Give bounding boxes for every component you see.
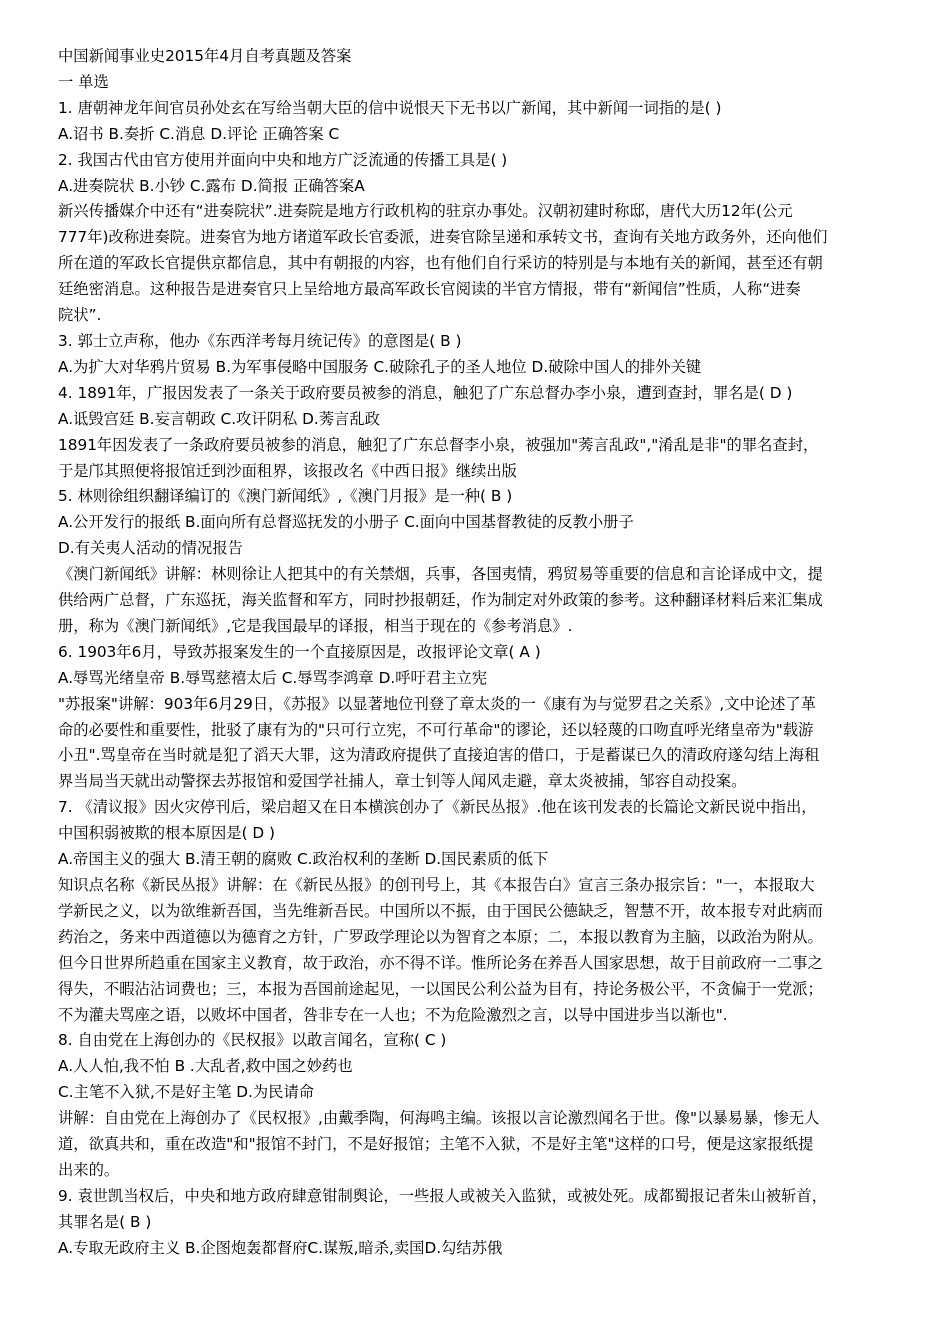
- text-line: C.主笔不入狱,不是好主笔 D.为民请命: [58, 1083, 315, 1102]
- text-line: 道，欲真共和，重在改造"和"报馆不封门，不是好报馆；主笔不入狱，不是好主笔"这样的口号，便是这家报纸提: [58, 1135, 814, 1154]
- text-line: 小丑".骂皇帝在当时就是犯了滔天大罪，这为清政府提供了直接迫害的借口，于是蓄谋已久的清政府遂勾结上海租: [58, 746, 820, 765]
- text-line: 药治之，务来中西道德以为德育之方针，广罗政学理论以为智育之本原；二，本报以教育为主脑，以政治为附从。: [58, 927, 823, 946]
- text-line: A.专取无政府主义 B.企图炮轰都督府C.谋叛,暗杀,卖国D.勾结苏俄: [58, 1238, 503, 1257]
- text-line: 1891年因发表了一条政府要员被参的消息，触犯了广东总督李小泉，被强加"莠言乱政","淆乱是非"的罪名查封，: [58, 435, 819, 454]
- text-line: 2. 我国古代由官方使用并面向中央和地方广泛流通的传播工具是( ): [58, 150, 508, 169]
- text-line: 8. 自由党在上海创办的《民权报》以敢言闻名，宣称( C ): [58, 1031, 447, 1050]
- text-line: 4. 1891年，广报因发表了一条关于政府要员被参的消息，触犯了广东总督办李小泉，遭到查封，罪名是( D ): [58, 383, 793, 402]
- text-line: 界当局当天就出动警探去苏报馆和爱国学社捕人，章士钊等人闻风走避，章太炎被捕，邹容自动投案。: [58, 772, 747, 791]
- text-line: A.进奏院状 B.小钞 C.露布 D.简报 正确答案A: [58, 176, 365, 195]
- text-line: 出来的。: [58, 1160, 120, 1179]
- text-line: 中国积弱被欺的根本原因是( D ): [58, 824, 276, 843]
- text-line: D.有关夷人活动的情况报告: [58, 539, 243, 558]
- text-line: 777年)改称进奏院。进奏官为地方诸道军政长官委派，进奏官除呈递和承转文书，查询有关地方政务外，还向他们: [58, 228, 828, 247]
- text-line: 1. 唐朝神龙年间官员孙处玄在写给当朝大臣的信中说恨天下无书以广新闻，其中新闻一词指的是( ): [58, 98, 722, 117]
- text-lines: [58, 96, 908, 1262]
- text-line: 7. 《清议报》因火灾停刊后，梁启超又在日本横滨创办了《新民丛报》.他在该刊发表的长篇论文新民说中指出，: [58, 798, 817, 817]
- text-line: 册，称为《澳门新闻纸》,它是我国最早的译报，相当于现在的《参考消息》.: [58, 616, 573, 635]
- text-line: A.公开发行的报纸 B.面向所有总督巡抚发的小册子 C.面向中国基督教徒的反教小册子: [58, 513, 634, 532]
- text-line: 不为灌夫骂座之语，以败坏中国者，咎非专在一人也；不为危险激烈之言，以导中国进步当以渐也".: [58, 1005, 728, 1024]
- text-line: 讲解：自由党在上海创办了《民权报》,由戴季陶，何海鸣主编。该报以言论激烈闻名于世。像"以暴易暴，惨无人: [58, 1109, 820, 1128]
- text-line: 《澳门新闻纸》讲解：林则徐让人把其中的有关禁烟，兵事，各国夷情，鸦贸易等重要的信息和言论译成中文，提: [58, 565, 823, 584]
- text-line: 所在道的军政长官提供京都信息，其中有朝报的内容，也有他们自行采访的特别是与本地有关的新闻，甚至还有朝: [58, 254, 823, 273]
- text-line: 供给两广总督，广东巡抚，海关监督和军方，同时抄报朝廷，作为制定对外政策的参考。这种翻译材料后来汇集成: [58, 591, 823, 610]
- text-line: 院状”.: [58, 306, 102, 325]
- text-line: 于是邝其照便将报馆迁到沙面租界，该报改名《中西日报》继续出版: [58, 461, 517, 480]
- document-body: [58, 44, 908, 1262]
- document-title: 中国新闻事业史2015年4月自考真题及答案: [58, 47, 352, 65]
- text-line: 6. 1903年6月，导致苏报案发生的一个直接原因是，改报评论文章( A ): [58, 642, 541, 661]
- text-line: 廷绝密消息。这种报告是进奏官只上呈给地方最高军政长官阅读的半官方情报，带有“新闻信”性质，人称“进奏: [58, 280, 801, 299]
- text-line: 5. 林则徐组织翻译编订的《澳门新闻纸》,《澳门月报》是一种( B ): [58, 487, 513, 506]
- text-line: 其罪名是( B ): [58, 1212, 152, 1231]
- section-heading: 一 单选: [58, 72, 109, 91]
- text-line: 新兴传播媒介中还有“进奏院状”.进奏院是地方行政机构的驻京办事处。汉朝初建时称邸，唐代大历12年(公元: [58, 202, 793, 221]
- text-line: 9. 袁世凯当权后，中央和地方政府肆意钳制舆论，一些报人或被关入监狱，或被处死。成都蜀报记者朱山被斩首，: [58, 1186, 828, 1205]
- text-line: "苏报案"讲解：903年6月29日，《苏报》以显著地位刊登了章太炎的一《康有为与觉罗君之关系》,文中论述了革: [58, 694, 817, 713]
- text-line: 知识点名称《新民丛报》讲解：在《新民丛报》的创刊号上，其《本报告白》宣言三条办报宗旨："一，本报取大: [58, 876, 815, 894]
- text-line: A.诏书 B.奏折 C.消息 D.评论 正确答案 C: [58, 124, 340, 143]
- text-line: 学新民之义，以为欲维新吾国，当先维新吾民。中国所以不振，由于国民公德缺乏，智慧不开，故本报专对此病而: [58, 901, 823, 920]
- text-line: A.人人怕,我不怕 B .大乱者,救中国之妙药也: [58, 1057, 353, 1076]
- text-line: A.诋毁宫廷 B.妄言朝政 C.攻讦阴私 D.莠言乱政: [58, 409, 380, 428]
- text-line: A.辱骂光绪皇帝 B.辱骂慈禧太后 C.辱骂李鸿章 D.呼吁君主立宪: [58, 668, 488, 687]
- text-line: 但今日世界所趋重在国家主义教育，故于政治，亦不得不详。惟所论务在养吾人国家思想，故于目前政府一二事之: [58, 953, 823, 972]
- text-line: A.为扩大对华鸦片贸易 B.为军事侵略中国服务 C.破除孔子的圣人地位 D.破除中国人的排外关键: [58, 357, 702, 376]
- text-line: A.帝国主义的强大 B.清王朝的腐败 C.政治权利的垄断 D.国民素质的低下: [58, 850, 549, 869]
- text-line: 命的必要性和重要性，批驳了康有为的"只可行立宪，不可行革命"的谬论，还以轻蔑的口吻直呼光绪皇帝为"载游: [58, 720, 814, 739]
- text-line: 3. 郭士立声称，他办《东西洋考每月统记传》的意图是( B ): [58, 331, 462, 350]
- text-line: 得失，不暇沾沾词费也；三，本报为吾国前途起见，一以国民公利公益为目有，持论务极公平，不贪偏于一党派；: [58, 979, 823, 998]
